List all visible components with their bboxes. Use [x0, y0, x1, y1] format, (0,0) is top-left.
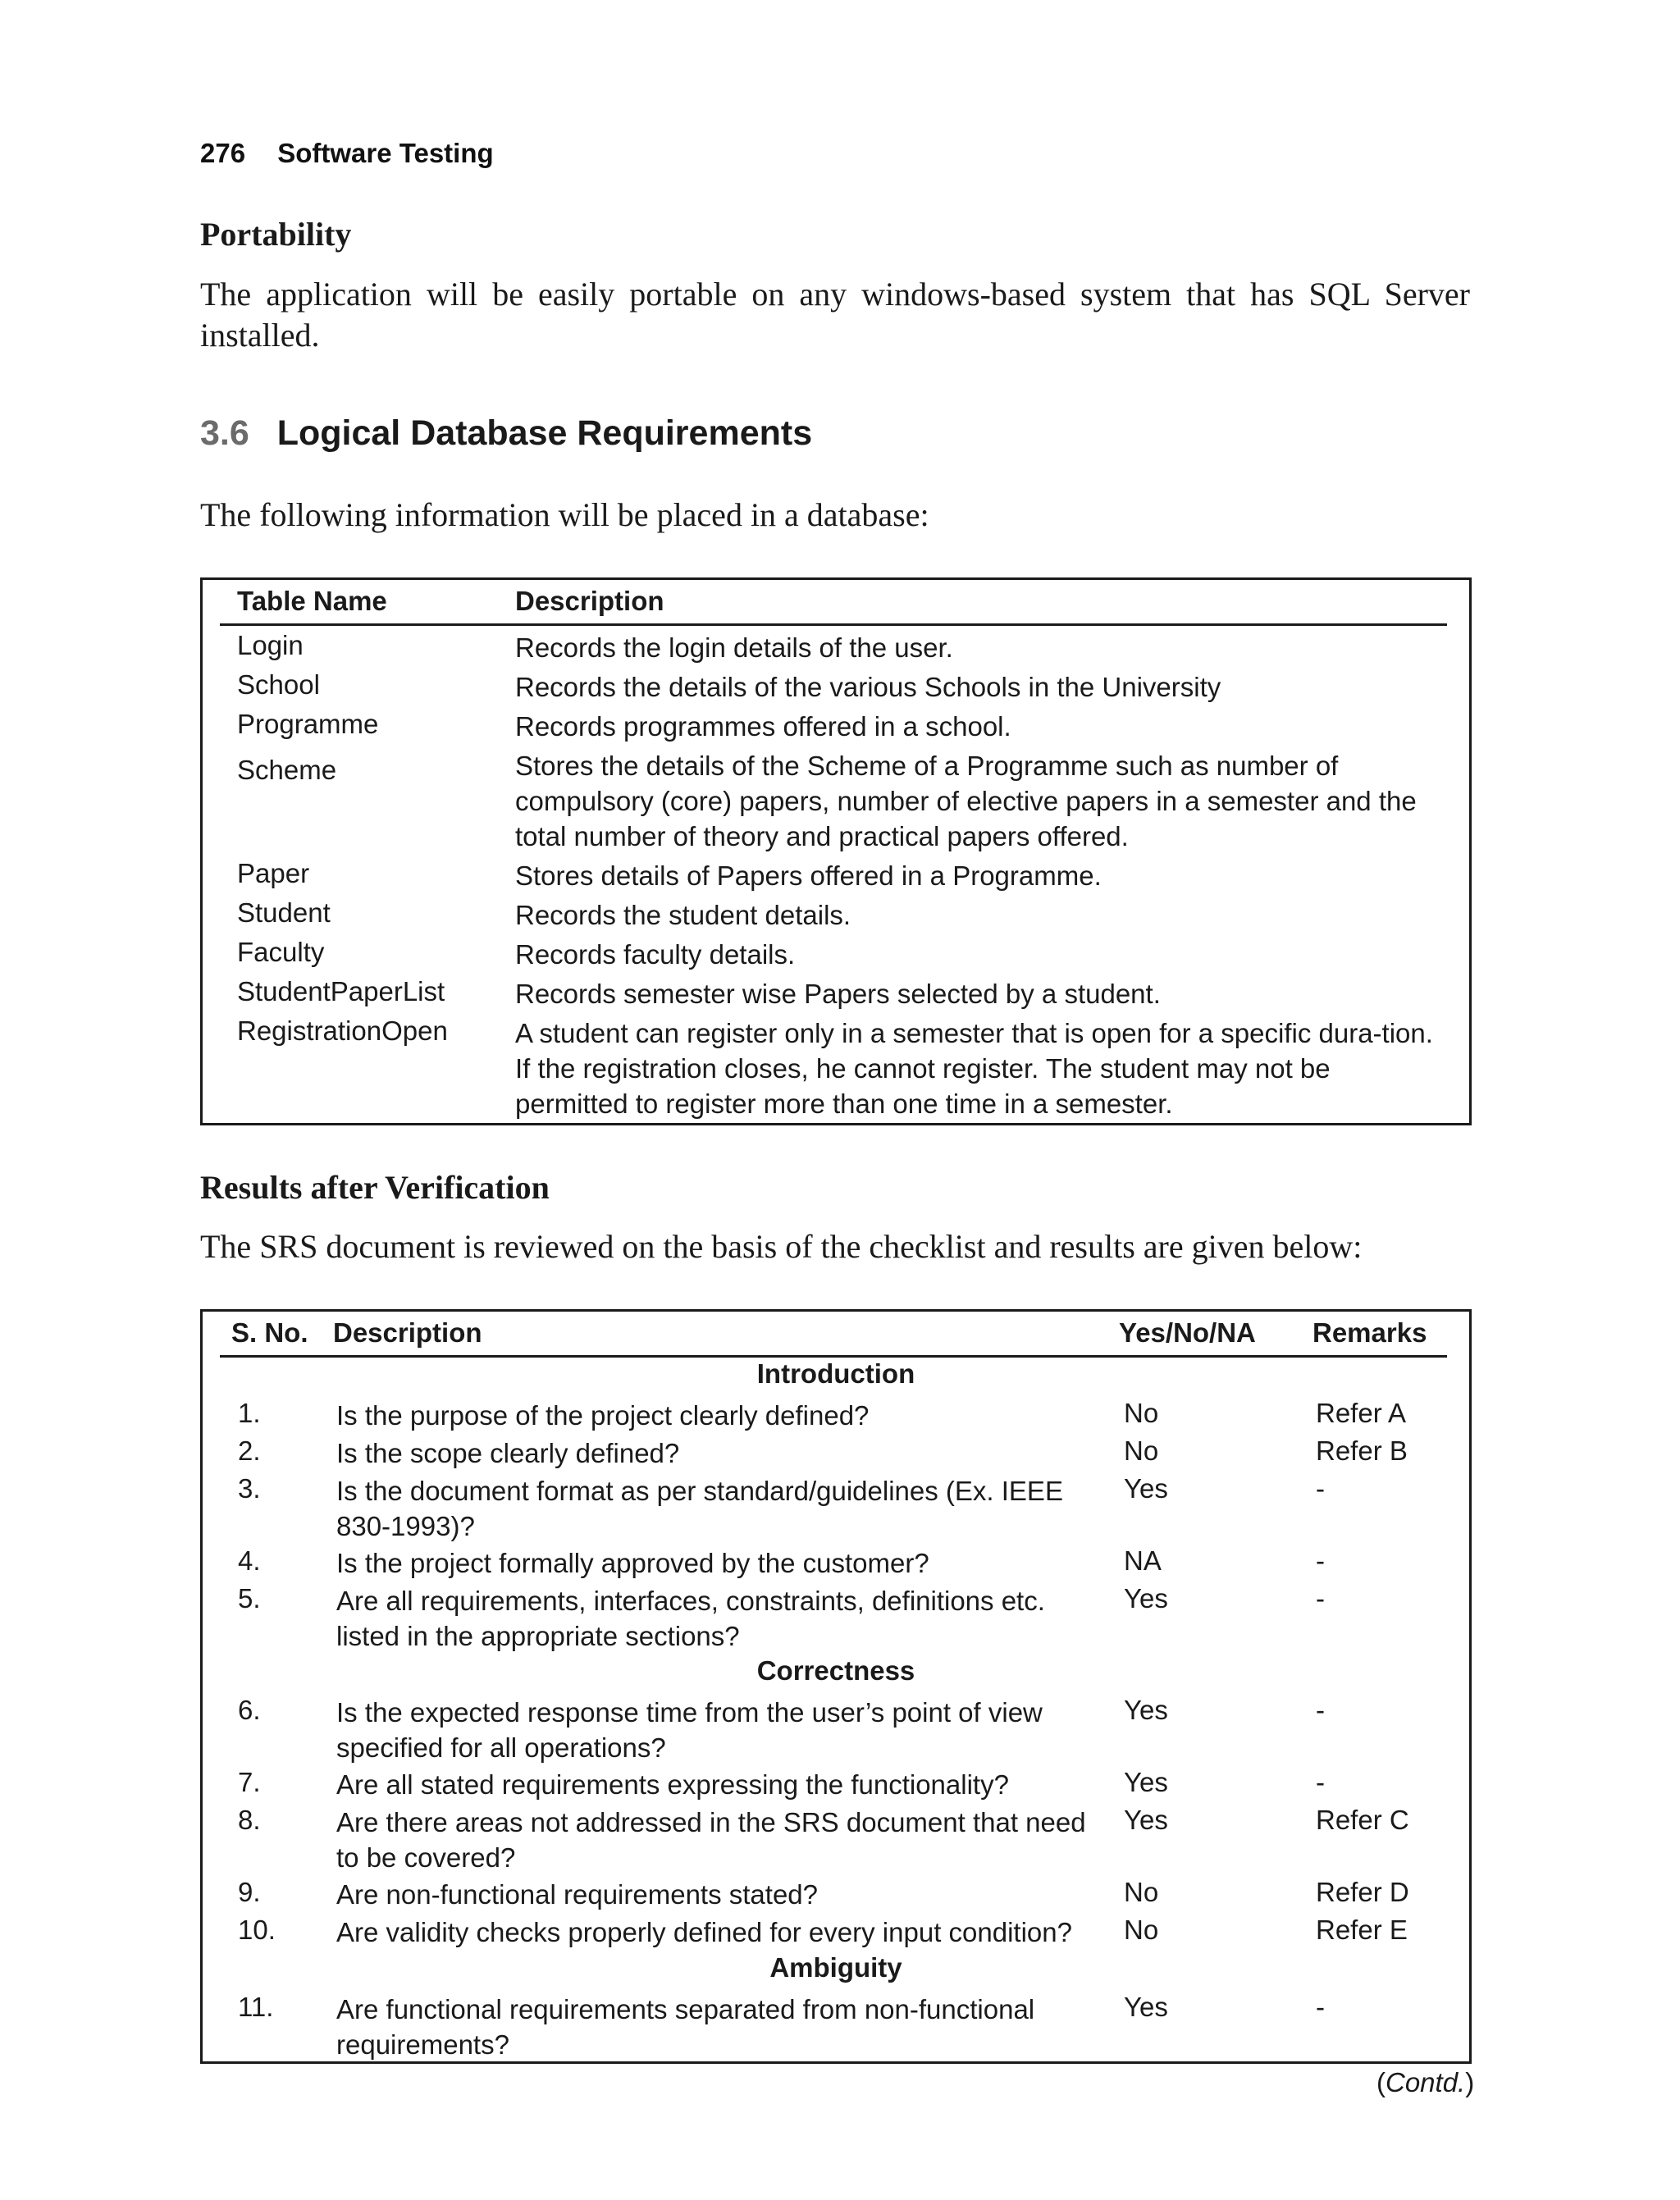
- checklist-row-remarks: -: [1316, 1545, 1325, 1576]
- db-row-name: RegistrationOpen: [237, 1016, 448, 1046]
- checklist-row-number: 3.: [238, 1473, 261, 1504]
- running-head-title: Software Testing: [277, 138, 494, 168]
- checklist-row-description: Is the purpose of the project clearly defined?: [336, 1400, 870, 1431]
- db-row-description: Records the login details of the user.: [515, 632, 953, 663]
- db-row-description: Records the details of the various Schools in the University: [515, 672, 1221, 702]
- checklist-row-description: Is the document format as per standard/guidelines (Ex. IEEE 830-1993)?: [336, 1476, 1063, 1541]
- checklist-row-number: 2.: [238, 1435, 261, 1466]
- db-row-description: Records faculty details.: [515, 939, 796, 970]
- section-intro: The following information will be placed in a database:: [200, 496, 929, 533]
- db-row-name: Student: [237, 897, 331, 928]
- checklist-header-remarks: Remarks: [1312, 1317, 1427, 1348]
- checklist-row-answer: Yes: [1124, 1583, 1168, 1613]
- db-header-rule: [220, 623, 1447, 626]
- checklist-row-answer: No: [1124, 1877, 1159, 1907]
- checklist-row-description: Is the scope clearly defined?: [336, 1438, 680, 1468]
- checklist-row-description: Are all requirements, interfaces, constraints, definitions etc. listed in the appropriate sections?: [336, 1586, 1045, 1651]
- checklist-row-number: 4.: [238, 1545, 261, 1576]
- checklist-row-description: Are validity checks properly defined for every input condition?: [336, 1917, 1072, 1947]
- db-row-name: StudentPaperList: [237, 976, 445, 1006]
- group-heading-correctness: Correctness: [756, 1655, 915, 1686]
- continued-note: (Contd.): [1376, 2067, 1475, 2097]
- checklist-row-remarks: Refer D: [1316, 1877, 1409, 1907]
- section-title: Logical Database Requirements: [276, 413, 813, 453]
- portability-heading: Portability: [200, 216, 352, 253]
- db-header-name: Table Name: [237, 586, 387, 616]
- checklist-row-number: 8.: [238, 1805, 261, 1835]
- checklist-row-answer: No: [1124, 1915, 1159, 1945]
- group-heading-ambiguity: Ambiguity: [769, 1952, 902, 1983]
- section-heading: [200, 413, 812, 454]
- db-row-description: Records programmes offered in a school.: [515, 711, 1011, 742]
- checklist-row-answer: No: [1124, 1435, 1159, 1466]
- checklist-row-description: Are non-functional requirements stated?: [336, 1879, 819, 1910]
- checklist-row-description: Is the project formally approved by the customer?: [336, 1548, 929, 1578]
- checklist-row-answer: NA: [1124, 1545, 1162, 1576]
- checklist-row-number: 9.: [238, 1877, 261, 1907]
- checklist-row-description: Are all stated requirements expressing the functionality?: [336, 1769, 1009, 1800]
- checklist-header-description: Description: [333, 1317, 482, 1348]
- checklist-row-answer: Yes: [1124, 1695, 1168, 1725]
- portability-paragraph: The application will be easily portable on any windows-based system that has SQL Server installed.: [200, 276, 1470, 354]
- db-row-name: Faculty: [237, 937, 325, 967]
- checklist-row-remarks: -: [1316, 1583, 1325, 1613]
- checklist-row-description: Are functional requirements separated from non-functional requirements?: [336, 1994, 1035, 2060]
- db-row-description: Records the student details.: [515, 900, 851, 930]
- checklist-row-number: 6.: [238, 1695, 261, 1725]
- checklist-row-answer: No: [1124, 1398, 1159, 1428]
- checklist-row-description: Are there areas not addressed in the SRS document that need to be covered?: [336, 1807, 1086, 1873]
- db-row-name: Scheme: [237, 755, 337, 785]
- checklist-row-remarks: -: [1316, 1992, 1325, 2022]
- checklist-header-rule: [220, 1355, 1447, 1358]
- checklist-header-no: S. No.: [231, 1317, 308, 1348]
- checklist-row-remarks: Refer C: [1316, 1805, 1409, 1835]
- checklist-row-answer: Yes: [1124, 1473, 1168, 1504]
- checklist-header-answer: Yes/No/NA: [1119, 1317, 1256, 1348]
- checklist-row-remarks: Refer A: [1316, 1398, 1407, 1428]
- checklist-row-remarks: Refer B: [1316, 1435, 1408, 1466]
- section-number: 3.6: [200, 413, 249, 453]
- db-row-description: A student can register only in a semester that is open for a specific dura-tion. If the registration closes, he cannot register. The student may not be permitted to register more than one time in a semester.: [515, 1018, 1433, 1119]
- db-header-description: Description: [515, 586, 664, 616]
- db-row-name: Paper: [237, 858, 310, 888]
- checklist-row-number: 7.: [238, 1767, 261, 1797]
- checklist-row-number: 10.: [238, 1915, 276, 1945]
- checklist-row-remarks: -: [1316, 1767, 1325, 1797]
- checklist-row-description: Is the expected response time from the user’s point of view specified for all operations?: [336, 1697, 1043, 1763]
- checklist-row-remarks: Refer E: [1316, 1915, 1408, 1945]
- checklist-row-answer: Yes: [1124, 1805, 1168, 1835]
- checklist-row-remarks: -: [1316, 1473, 1325, 1504]
- db-row-description: Records semester wise Papers selected by a student.: [515, 979, 1161, 1009]
- page-number: 276: [200, 138, 246, 168]
- checklist-row-number: 1.: [238, 1398, 261, 1428]
- running-head: [200, 138, 494, 169]
- db-row-description: Stores the details of the Scheme of a Programme such as number of compulsory (core) papers, number of elective papers in a semester and the total number of theory and practical papers offered.: [515, 751, 1417, 851]
- group-heading-introduction: Introduction: [756, 1358, 915, 1389]
- checklist-row-answer: Yes: [1124, 1992, 1168, 2022]
- db-row-description: Stores details of Papers offered in a Programme.: [515, 860, 1102, 891]
- db-row-name: Programme: [237, 709, 379, 739]
- db-row-name: Login: [237, 630, 304, 660]
- checklist-row-remarks: -: [1316, 1695, 1325, 1725]
- continued-label: Contd.: [1386, 2067, 1466, 2097]
- results-intro: The SRS document is reviewed on the basis of the checklist and results are given below:: [200, 1228, 1363, 1265]
- checklist-row-number: 11.: [238, 1992, 274, 2022]
- results-heading: Results after Verification: [200, 1169, 550, 1206]
- checklist-row-number: 5.: [238, 1583, 261, 1613]
- checklist-row-answer: Yes: [1124, 1767, 1168, 1797]
- db-row-name: School: [237, 669, 320, 700]
